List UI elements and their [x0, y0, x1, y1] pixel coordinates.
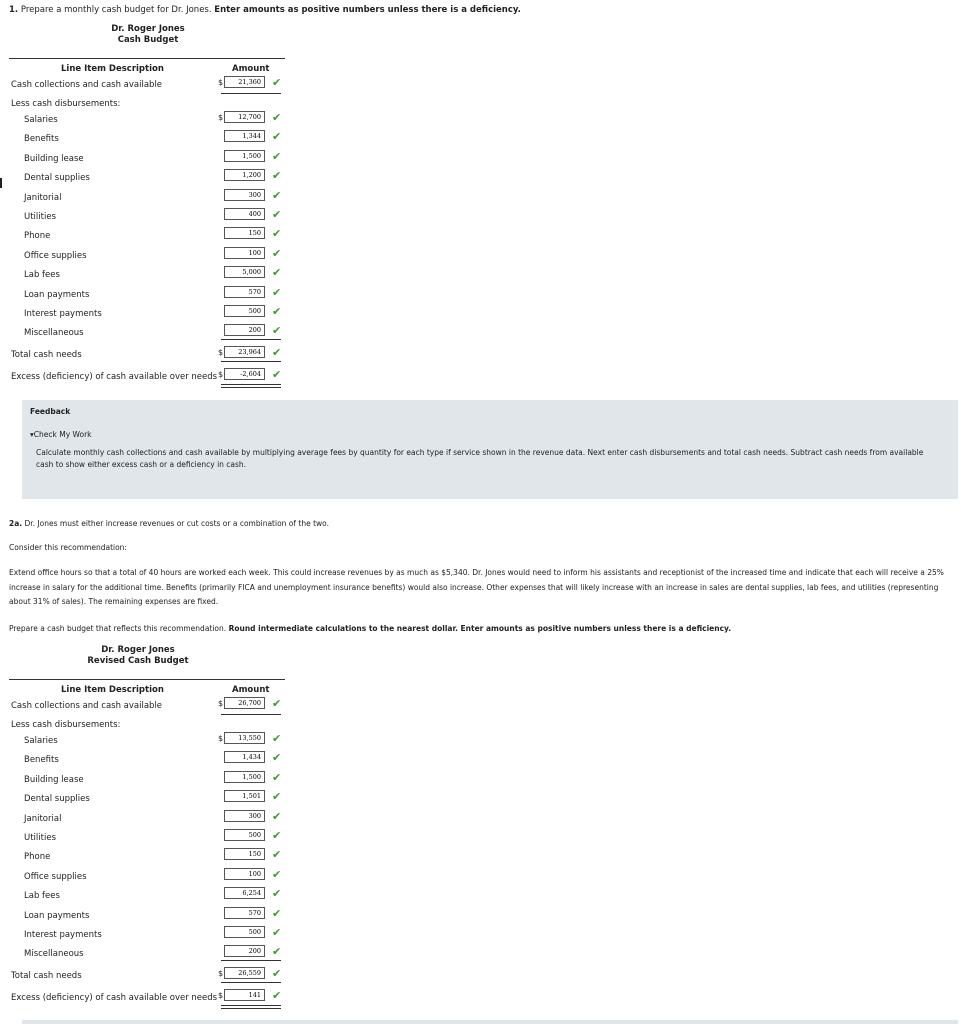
dollar-sign: $ — [218, 347, 224, 357]
amount-input[interactable] — [224, 945, 265, 957]
check-icon: ✔ — [272, 324, 282, 338]
row-label: Interest payments — [24, 309, 102, 319]
header-amount: Amount — [232, 685, 270, 695]
row-label: Dental supplies — [24, 794, 90, 805]
row-label: Cash collections and cash available — [11, 80, 163, 90]
dollar-sign: $ — [218, 369, 224, 379]
row-label: Loan payments — [24, 289, 90, 300]
disbursement-row — [9, 867, 285, 886]
dollar-sign: $ — [218, 113, 224, 122]
amount-input[interactable] — [224, 771, 265, 783]
amount-input[interactable] — [224, 111, 265, 123]
page-edge-marker — [0, 178, 2, 188]
amount-input[interactable] — [224, 732, 265, 744]
check-icon: ✔ — [272, 285, 282, 299]
check-icon: ✔ — [272, 208, 282, 221]
prepare-instruction: Prepare a cash budget that reflects this recommendation. Round intermediate calculations to the nearest dollar. Enter amounts as positive numbers unless there is a deficiency. — [9, 624, 732, 633]
cash-collections-row — [9, 75, 285, 94]
amount-input[interactable] — [224, 346, 265, 358]
amount-input[interactable] — [224, 868, 265, 880]
amount-input[interactable] — [224, 697, 265, 709]
amount-input[interactable] — [224, 907, 265, 919]
row-label: Lab fees — [24, 270, 60, 281]
row-label: Lab fees — [24, 891, 60, 902]
check-icon: ✔ — [272, 770, 282, 784]
dollar-sign: $ — [218, 78, 224, 87]
disbursement-row — [9, 770, 285, 789]
row-underline — [221, 982, 281, 983]
feedback-title: Feedback — [30, 407, 71, 416]
budget2-company-name: Dr. Roger Jones — [101, 645, 175, 655]
budget1-title: Cash Budget — [117, 35, 179, 45]
row-label: Miscellaneous — [24, 949, 84, 960]
check-icon: ✔ — [272, 188, 282, 202]
row-label: Office supplies — [24, 871, 87, 882]
row-label: Excess (deficiency) of cash available over needs — [11, 992, 218, 1003]
amount-input[interactable] — [224, 150, 265, 162]
cash-collections-row — [9, 696, 285, 715]
amount-input[interactable] — [224, 286, 265, 298]
amount-input[interactable] — [224, 989, 265, 1001]
disbursement-row — [9, 828, 285, 847]
feedback-text: Calculate monthly cash collections and cash available by multiplying average fees by quantity for each type if service shown in the revenue data. Next enter cash disbursements and total cash needs. Subtract cash needs from available cash to show either excess cash or a deficiency in cash. — [36, 448, 924, 469]
check-icon: ✔ — [272, 867, 282, 881]
amount-input[interactable] — [224, 130, 265, 142]
row-label: Janitorial — [24, 813, 62, 824]
check-icon: ✔ — [272, 697, 282, 710]
amount-input[interactable] — [224, 848, 265, 860]
check-icon: ✔ — [272, 305, 282, 318]
check-icon: ✔ — [272, 966, 282, 980]
row-label: Salaries — [24, 736, 58, 746]
check-icon: ✔ — [272, 246, 282, 260]
check-icon: ✔ — [272, 988, 282, 1002]
amount-input[interactable] — [224, 324, 265, 336]
amount-input[interactable] — [224, 829, 265, 841]
disbursement-row — [9, 110, 285, 129]
row-label: Dental supplies — [24, 173, 90, 184]
disbursement-row — [9, 149, 285, 168]
row-underline — [221, 339, 281, 340]
triangle-down-icon: ▾ — [30, 430, 34, 439]
table-header — [9, 58, 285, 74]
disbursement-row — [9, 226, 285, 245]
amount-input[interactable] — [224, 227, 265, 239]
disbursement-row — [9, 789, 285, 808]
disbursement-row — [9, 731, 285, 750]
disbursement-row — [9, 188, 285, 207]
row-label: Utilities — [24, 833, 56, 843]
amount-input[interactable] — [224, 926, 265, 938]
row-label: Excess (deficiency) of cash available over needs — [11, 371, 218, 382]
budget2-heading — [0, 645, 283, 667]
check-my-work-toggle[interactable]: ▾Check My Work — [30, 430, 92, 439]
check-icon: ✔ — [272, 809, 282, 823]
disbursement-row — [9, 304, 285, 323]
row-label: Building lease — [24, 153, 84, 164]
budget2-title: Revised Cash Budget — [87, 656, 189, 666]
header-description: Line Item Description — [61, 685, 164, 695]
row-underline — [221, 960, 281, 961]
disbursement-row — [9, 750, 285, 769]
check-icon: ✔ — [272, 906, 282, 920]
disbursement-row — [9, 886, 285, 905]
row-label: Benefits — [24, 755, 59, 766]
check-icon: ✔ — [272, 130, 282, 144]
question-1-prompt: 1. Prepare a monthly cash budget for Dr. Jones. Enter amounts as positive numbers unless there is a deficiency. — [9, 5, 521, 15]
disbursement-row — [9, 168, 285, 187]
check-icon: ✔ — [272, 790, 282, 804]
amount-input[interactable] — [224, 247, 265, 259]
consider-text: Consider this recommendation: — [9, 543, 127, 552]
disbursement-row — [9, 246, 285, 265]
header-amount: Amount — [232, 64, 270, 74]
row-label: Cash collections and cash available — [11, 701, 163, 711]
disbursement-row — [9, 285, 285, 304]
row-label: Less cash disbursements: — [11, 99, 121, 109]
row-label: Building lease — [24, 774, 84, 785]
check-icon: ✔ — [272, 227, 282, 241]
check-icon: ✔ — [272, 926, 282, 939]
row-label: Interest payments — [24, 930, 102, 940]
check-icon: ✔ — [272, 751, 282, 765]
row-label: Miscellaneous — [24, 328, 84, 339]
check-icon: ✔ — [272, 887, 282, 901]
question-2a-prompt: 2a. Dr. Jones must either increase revenues or cut costs or a combination of the two. — [9, 519, 330, 528]
check-icon: ✔ — [272, 945, 282, 959]
amount-input[interactable] — [224, 967, 265, 979]
header-description: Line Item Description — [61, 64, 164, 74]
next-feedback-panel — [22, 1020, 958, 1024]
feedback-panel — [22, 400, 958, 499]
check-icon: ✔ — [272, 848, 282, 862]
budget1-company-name: Dr. Roger Jones — [111, 24, 185, 34]
row-label: Janitorial — [24, 192, 62, 203]
disbursement-row — [9, 129, 285, 148]
check-icon: ✔ — [272, 345, 282, 359]
disbursement-row — [9, 809, 285, 828]
amount-input[interactable] — [224, 368, 265, 380]
amount-input[interactable] — [224, 266, 265, 278]
row-label: Office supplies — [24, 250, 87, 261]
recommendation-text: Extend office hours so that a total of 40 hours are worked each week. This could increase revenues by as much as $5,340. Dr. Jones would need to inform his assistants and receptionist of the increased time and indicate that each will receive a 25% increase in salary for the additional time. Benefits (primarily FICA and unemployment insurance benefits) would also increase. Other expenses that will likely increase with an increase in sales are dental supplies, lab fees, and utilities (representing about 31% of sales). The remaining expenses are fixed. — [9, 568, 944, 606]
check-icon: ✔ — [272, 732, 282, 745]
amount-input[interactable] — [224, 810, 265, 822]
check-icon: ✔ — [272, 111, 282, 124]
row-label: Phone — [24, 852, 51, 863]
amount-input[interactable] — [224, 305, 265, 317]
check-icon: ✔ — [272, 367, 282, 381]
row-label: Utilities — [24, 212, 56, 222]
row-label: Less cash disbursements: — [11, 720, 121, 730]
check-icon: ✔ — [272, 829, 282, 842]
table-header — [9, 679, 285, 695]
amount-input[interactable] — [224, 208, 265, 220]
row-label: Loan payments — [24, 910, 90, 921]
dollar-sign: $ — [218, 990, 224, 1000]
disbursement-row — [9, 925, 285, 944]
amount-input[interactable] — [224, 887, 265, 899]
amount-input[interactable] — [224, 751, 265, 763]
row-label: Total cash needs — [11, 970, 82, 981]
disbursement-row — [9, 265, 285, 284]
amount-input[interactable] — [224, 76, 265, 88]
check-icon: ✔ — [272, 149, 282, 163]
check-icon: ✔ — [272, 169, 282, 183]
row-label: Salaries — [24, 115, 58, 125]
double-underline — [221, 384, 281, 388]
disbursement-row — [9, 207, 285, 226]
amount-input[interactable] — [224, 169, 265, 181]
amount-input[interactable] — [224, 189, 265, 201]
disbursement-row — [9, 847, 285, 866]
amount-input[interactable] — [224, 790, 265, 802]
dollar-sign: $ — [218, 968, 224, 978]
check-icon: ✔ — [272, 76, 282, 89]
check-icon: ✔ — [272, 266, 282, 280]
row-label: Benefits — [24, 134, 59, 145]
row-label: Phone — [24, 231, 51, 242]
disbursement-row — [9, 906, 285, 925]
row-label: Total cash needs — [11, 349, 82, 360]
dollar-sign: $ — [218, 734, 224, 743]
dollar-sign: $ — [218, 699, 224, 708]
budget1-heading — [3, 24, 293, 46]
row-underline — [221, 361, 281, 362]
double-underline — [221, 1005, 281, 1009]
